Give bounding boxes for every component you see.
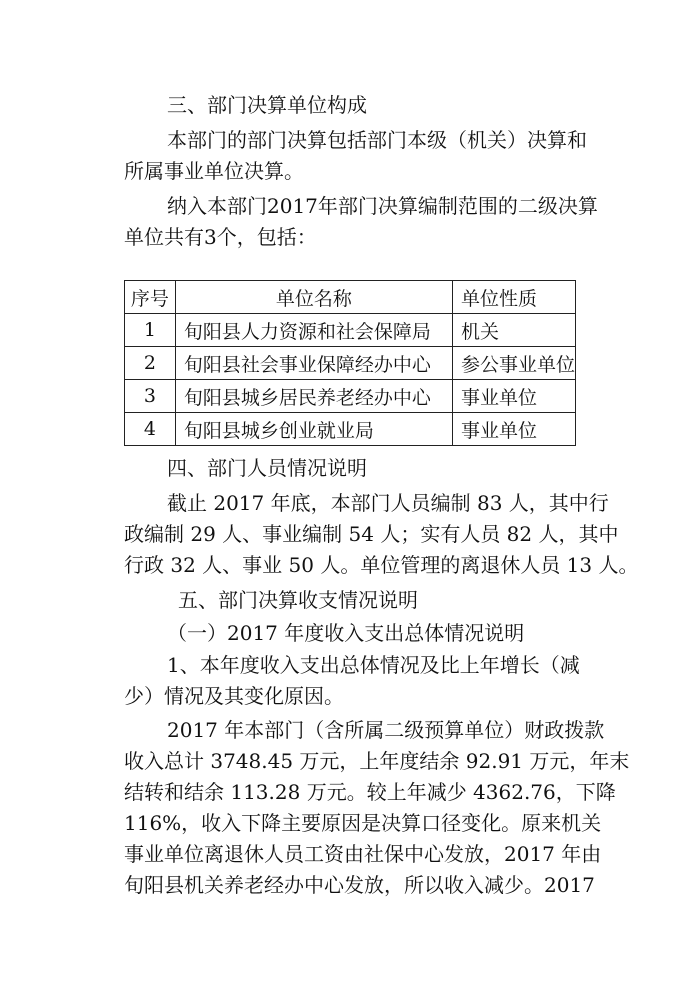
section3-paragraph1-line1: 本部门的部门决算包括部门本级（机关）决算和 xyxy=(167,128,587,152)
table-header-row xyxy=(125,281,576,314)
table-cell-seq: 1 xyxy=(125,314,176,347)
table-row xyxy=(125,380,576,413)
section3-heading: 三、部门决算单位构成 xyxy=(167,93,367,117)
table-header-name: 单位名称 xyxy=(175,281,452,314)
section5-line: 收入总计 3748.45 万元，上年度结余 92.91 万元，年末 xyxy=(124,749,630,773)
section3-paragraph2-line1: 纳入本部门2017年部门决算编制范围的二级决算 xyxy=(167,194,598,218)
table-cell-name: 旬阳县社会事业保障经办中心 xyxy=(175,347,452,380)
section5-line: 事业单位离退休人员工资由社保中心发放，2017 年由 xyxy=(124,842,602,866)
table-cell-name: 旬阳县城乡居民养老经办中心 xyxy=(175,380,452,413)
table-header-type: 单位性质 xyxy=(452,281,575,314)
table-row xyxy=(125,314,576,347)
section4-line: 行政 32 人、事业 50 人。单位管理的离退休人员 13 人。 xyxy=(124,553,639,577)
section5-line: 116%，收入下降主要原因是决算口径变化。原来机关 xyxy=(124,811,602,835)
section3-paragraph2-line2: 单位共有3个，包括： xyxy=(124,225,317,249)
section5-subheading: （一）2017 年度收入支出总体情况说明 xyxy=(167,621,525,645)
table-cell-seq: 3 xyxy=(125,380,176,413)
table-cell-type: 事业单位 xyxy=(452,380,575,413)
section5-item1-line2: 少）情况及其变化原因。 xyxy=(124,684,344,708)
section3-paragraph1-line2: 所属事业单位决算。 xyxy=(124,159,304,183)
section5-line: 2017 年本部门（含所属二级预算单位）财政拨款 xyxy=(167,718,605,742)
section4-line: 截止 2017 年底，本部门人员编制 83 人，其中行 xyxy=(167,491,609,515)
section5-item1-line1: 1、本年度收入支出总体情况及比上年增长（减 xyxy=(167,653,580,677)
section4-line: 政编制 29 人、事业编制 54 人；实有人员 82 人，其中 xyxy=(124,522,619,546)
table-cell-type: 事业单位 xyxy=(452,413,575,446)
table-cell-seq: 4 xyxy=(125,413,176,446)
units-table xyxy=(124,280,576,446)
section5-line: 结转和结余 113.28 万元。较上年减少 4362.76，下降 xyxy=(124,780,616,804)
table-cell-type: 机关 xyxy=(452,314,575,347)
table-row xyxy=(125,347,576,380)
table-row xyxy=(125,413,576,446)
table-cell-seq: 2 xyxy=(125,347,176,380)
table-cell-type: 参公事业单位 xyxy=(452,347,575,380)
section5-heading: 五、部门决算收支情况说明 xyxy=(178,588,418,612)
table-cell-name: 旬阳县人力资源和社会保障局 xyxy=(175,314,452,347)
table-cell-name: 旬阳县城乡创业就业局 xyxy=(175,413,452,446)
section5-line: 旬阳县机关养老经办中心发放，所以收入减少。2017 xyxy=(124,873,595,897)
section4-heading: 四、部门人员情况说明 xyxy=(167,456,367,480)
table-header-seq: 序号 xyxy=(125,281,176,314)
